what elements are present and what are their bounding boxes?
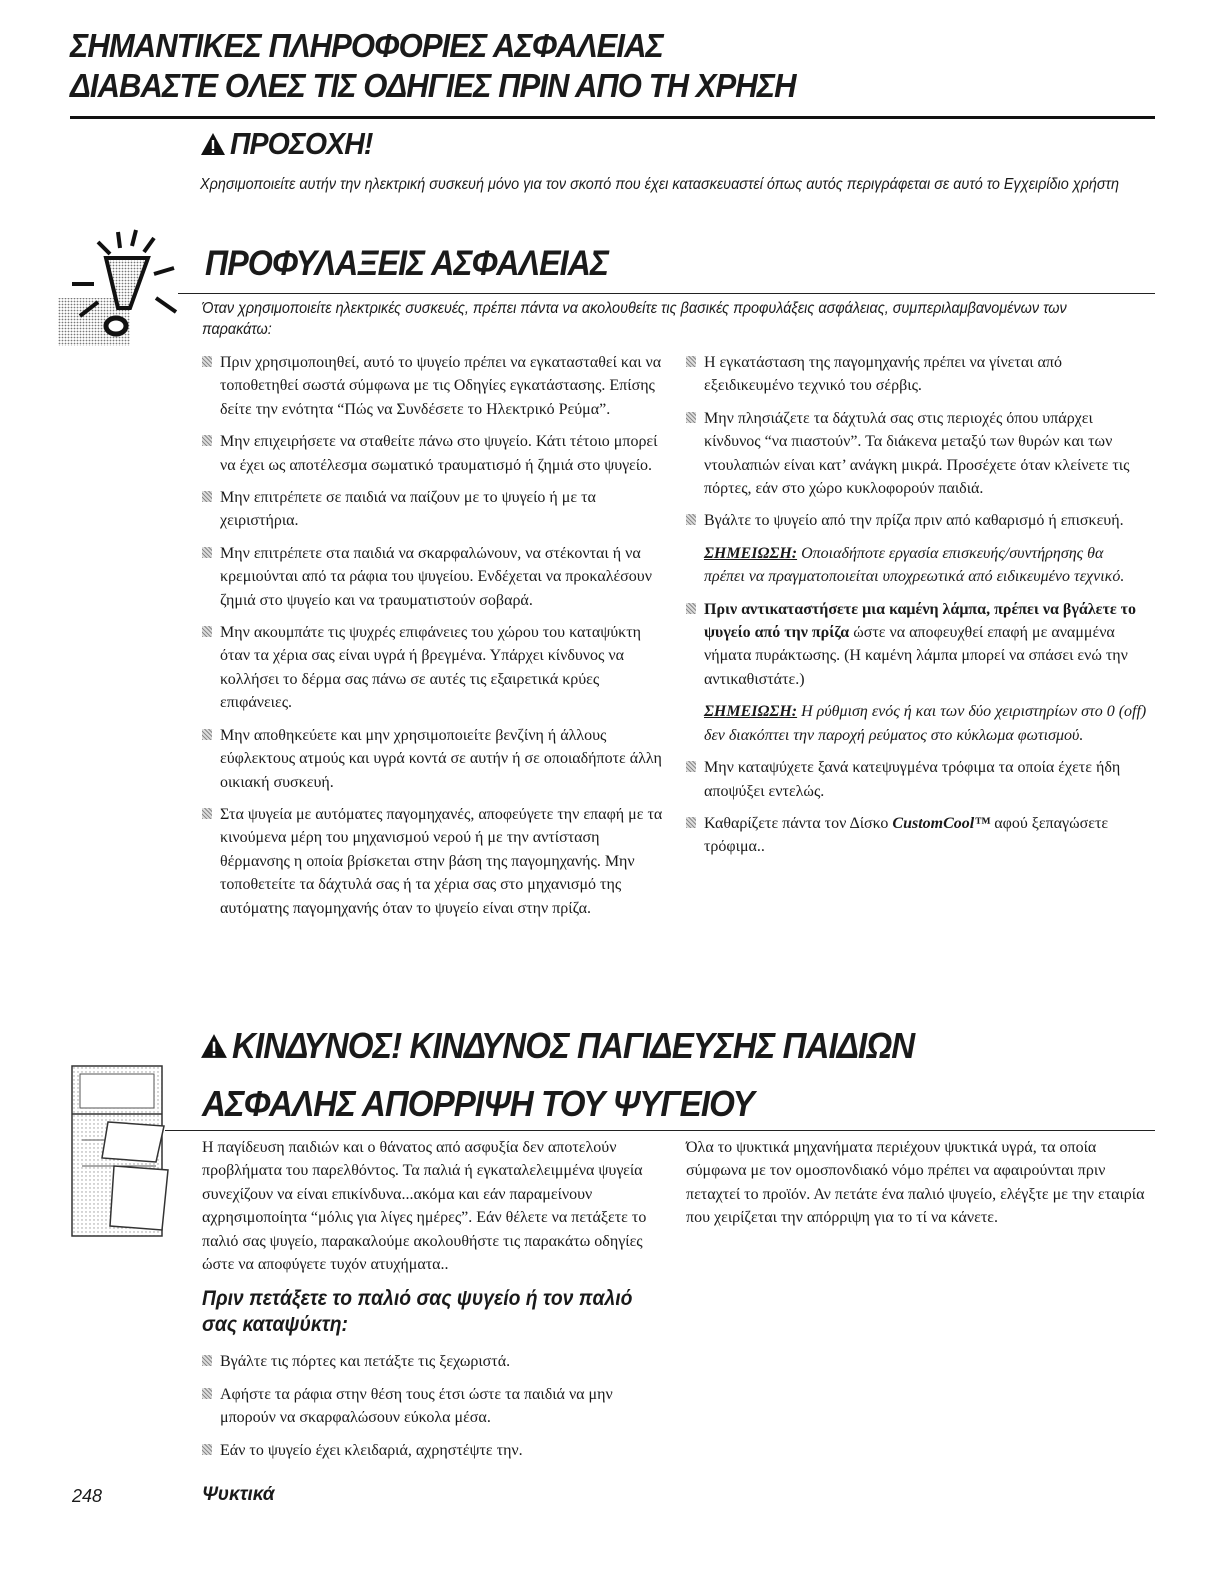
warning-icon [200,132,226,156]
before-disposal-heading: Πριν πετάξετε το παλιό σας ψυγείο ή τον παλιό σας καταψύκτη: [202,1287,633,1337]
list-item: Η εγκατάσταση της παγομηχανής πρέπει να γίνεται από εξειδικευμένο τεχνικό του σέρβις. [686,351,1148,398]
list-item: Εάν το ψυγείο έχει κλειδαριά, αχρηστέψτε την. [202,1439,662,1462]
danger-heading [200,1024,974,1068]
disposal-title: ΑΣΦΑΛΗΣ ΑΠΟΡΡΙΨΗ ΤΟΥ ΨΥΓΕΙΟΥ [202,1083,754,1124]
disposal-paragraph: Η παγίδευση παιδιών και ο θάνατος από ασφυξία δεν αποτελούν προβλήματα του παρελθόντος. Τα παλιά ή εγκαταλελειμμένα ψυγεία συνεχίζουν να είναι επικίνδυνα...ακόμα και εάν παραμείνουν αχρησιμοποίητα “μόλις για λίγες ημέρες”. Εάν θέλετε να πετάξετε το παλιό σας ψυγείο, παρακαλούμε ακολουθήστε τις παρακάτω οδηγίες ώστε να αποφύγετε τυχόν ατυχήματα.. [202,1139,647,1274]
warning-icon [200,1033,228,1059]
disposal-right-column [686,1136,1148,1240]
precautions-title: ΠΡΟΦΥΛΑΞΕΙΣ ΑΣΦΑΛΕΙΑΣ [205,244,609,283]
bullet-icon [202,547,212,558]
danger-title: ΚΙΝΔΥΝΟΣ! ΚΙΝΔΥΝΟΣ ΠΑΓΙΔΕΥΣΗΣ ΠΑΙΔΙΩΝ [232,1025,915,1066]
list-item: Βγάλτε τις πόρτες και πετάξτε τις ξεχωριστά. [202,1350,662,1373]
bullet-icon [202,808,212,819]
note-controls: ΣΗΜΕΙΩΣΗ: Η ρύθμιση ενός ή και των δύο χειριστηρίων στο 0 (off) δεν διακόπτει την παροχή ρεύματος στο κύκλωμα φωτισμού. [704,703,1147,744]
bullet-icon [686,761,696,772]
bullet-icon [686,412,696,423]
list-item: Στα ψυγεία με αυτόματες παγομηχανές, αποφεύγετε την επαφή με τα κινούμενα μέρη του μηχανισμού νερού ή με την αντίσταση θέρμανσης η οποία βρίσκεται στην βάση της παγομηχανής. Μην τοποθετείτε τα δάχτυλά σας ή τα χέρια σας στο μηχανισμό της αυτόματης παγομηχανής όταν το ψυγείο είναι στην πρίζα. [202,803,664,920]
note-service: ΣΗΜΕΙΩΣΗ: Οποιαδήποτε εργασία επισκευής/συντήρησης θα πρέπει να πραγματοποιείται υποχρεωτικά από ειδικευμένο τεχνικό. [704,544,1125,586]
list-item: Μην καταψύχετε ξανά κατεψυγμένα τρόφιμα τα οποία έχετε ήδη αποψύξει εντελώς. [686,756,1148,803]
header-rule [70,116,1155,119]
list-item: Μην επιχειρήσετε να σταθείτε πάνω στο ψυγείο. Κάτι τέτοιο μπορεί να έχει ως αποτέλεσμα σωματικό τραυματισμό ή ζημιά στο ψυγείο. [202,430,664,477]
list-item: Μην ακουμπάτε τις ψυχρές επιφάνειες του χώρου του καταψύκτη όταν τα χέρια σας είναι υγρά ή βρεγμένα. Υπάρχει κίνδυνος να κολλήσει το δέρμα σας πάνω σε αυτές τις εξαιρετικά κρύες επιφάνειες. [202,621,664,715]
list-item: Μην πλησιάζετε τα δάχτυλά σας στις περιοχές όπου υπάρχει κίνδυνος “να πιαστούν”. Τα διάκενα μεταξύ των θυρών και των ντουλαπιών είναι κατ’ ανάγκη μικρά. Προσέχετε όταν κλείνετε τις πόρτες, εάν στο χώρο κυκλοφορούν παιδιά. [686,407,1148,501]
bullet-icon [202,1388,212,1399]
bullet-icon [202,1355,212,1366]
refrigerator-icon [68,1062,178,1240]
section-name: Ψυκτικά [202,1484,275,1505]
disposal-rule [165,1130,1155,1131]
precautions-left-column [202,351,664,929]
bullet-icon [202,729,212,740]
bullet-icon [202,356,212,367]
list-item: Πριν αντικαταστήσετε μια καμένη λάμπα, πρέπει να βγάλετε το ψυγείο από την πρίζα ώστε να αποφευχθεί επαφή με αναμμένα νήματα πυράκτωσης. (Η καμένη λάμπα μπορεί να σπάσει ενώ την αντικαθιστάτε.) [686,598,1148,692]
list-item: Αφήστε τα ράφια στην θέση τους έτσι ώστε τα παιδιά να μην μπορούν να σκαρφαλώσουν εύκολα μέσα. [202,1383,662,1430]
exclamation-alert-icon [58,228,198,346]
bullet-icon [202,491,212,502]
bullet-icon [202,626,212,637]
title-line-1: ΣΗΜΑΝΤΙΚΕΣ ΠΛΗΡΟΦΟΡΙΕΣ ΑΣΦΑΛΕΙΑΣ [70,27,663,64]
refrigerant-paragraph: Όλα το ψυκτικά μηχανήματα περιέχουν ψυκτικά υγρά, τα οποία σύμφωνα με τον ομοσπονδιακό νόμο πρέπει να αφαιρούνται πριν πεταχτεί το προϊόν. Αν πετάτε ένα παλιό ψυγείο, ελέγξτε με την εταιρία που χειρίζεται την απόρριψη για το τί να κάνετε. [686,1139,1145,1227]
precautions-rule [178,293,1155,294]
page-number: 248 [72,1486,103,1506]
precautions-right-column [686,351,1148,868]
caution-text: Χρησιμοποιείτε αυτήν την ηλεκτρική συσκευή μόνο για τον σκοπό που έχει κατασκευαστεί όπως αυτός περιγράφεται σε αυτό το Εγχειρίδιο χρήστη [200,176,1119,193]
bullet-icon [686,514,696,525]
bullet-icon [202,435,212,446]
list-item: Πριν χρησιμοποιηθεί, αυτό το ψυγείο πρέπει να εγκατασταθεί και να τοποθετηθεί σωστά σύμφωνα με τις Οδηγίες εγκατάστασης. Επίσης δείτε την ενότητα “Πώς να Συνδέσετε το Ηλεκτρικό Ρεύμα”. [202,351,664,421]
list-item: Βγάλτε το ψυγείο από την πρίζα πριν από καθαρισμό ή επισκευή. [686,509,1148,532]
bullet-icon [686,356,696,367]
list-item: Καθαρίζετε πάντα τον Δίσκο CustomCool™ αφού ξεπαγώσετε τρόφιμα.. [686,812,1148,859]
bullet-icon [202,1444,212,1455]
bullet-icon [686,603,696,614]
caution-heading [200,124,385,164]
precautions-intro: Όταν χρησιμοποιείτε ηλεκτρικές συσκευές, πρέπει πάντα να ακολουθείτε τις βασικές προφυλάξεις ασφάλειας, συμπεριλαμβανομένων των παρακάτω: [202,300,1067,338]
list-item: Μην επιτρέπετε στα παιδιά να σκαρφαλώνουν, να στέκονται ή να κρεμιούνται από τα ράφια του ψυγείου. Ενδέχεται να προκαλέσουν ζημιά στο ψυγείο και να τραυματιστούν σοβαρά. [202,542,664,612]
disposal-left-column [202,1136,662,1471]
title-line-2: ΔΙΑΒΑΣΤΕ ΟΛΕΣ ΤΙΣ ΟΔΗΓΙΕΣ ΠΡΙΝ ΑΠΟ ΤΗ ΧΡΗΣΗ [70,67,796,104]
list-item: Μην επιτρέπετε σε παιδιά να παίζουν με το ψυγείο ή με τα χειριστήρια. [202,486,664,533]
page-title [70,26,796,106]
bullet-icon [686,817,696,828]
list-item: Μην αποθηκεύετε και μην χρησιμοποιείτε βενζίνη ή άλλους εύφλεκτους ατμούς και υγρά κοντά σε αυτήν ή σε οποιαδήποτε άλλη οικιακή συσκευή. [202,724,664,794]
caution-title: ΠΡΟΣΟΧΗ! [230,126,373,161]
